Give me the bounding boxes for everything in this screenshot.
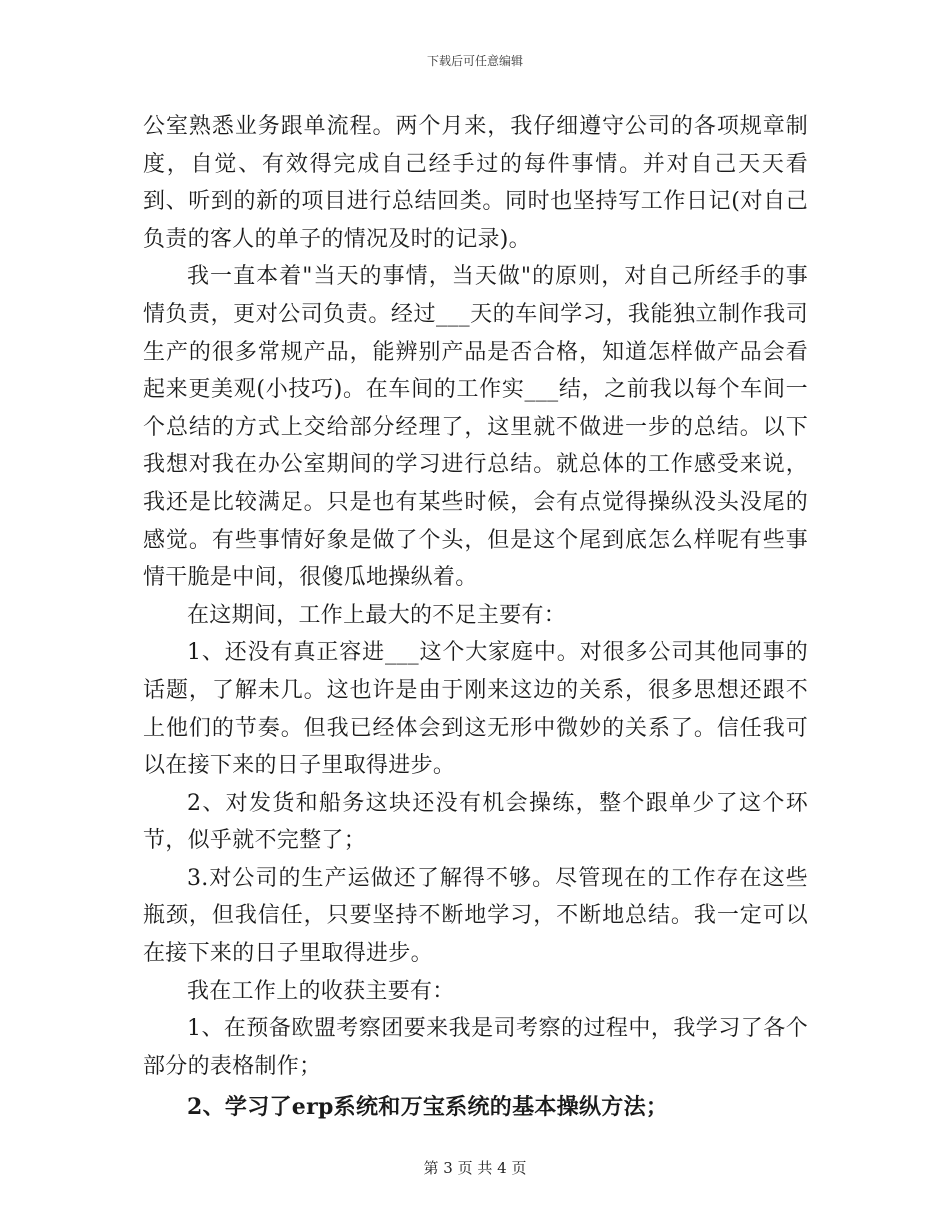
paragraph-gain-1: 1、在预备欧盟考察团要来我是司考察的过程中，我学习了各个部分的表格制作；	[143, 1016, 808, 1079]
page-footer: 第 3 页 共 4 页	[423, 1159, 527, 1177]
paragraph-shortcoming-1: 1、还没有真正容进___这个大家庭中。对很多公司其他同事的话题，了解未几。这也许是由于刚来这边的关系，很多思想还跟不上他们的节奏。但我已经体会到这无形中微妙的关系了。信任我可以在接下来的日子里取得进步。	[143, 640, 808, 779]
paragraph-gain-2: 2、学习了erp系统和万宝系统的基本操纵方法；	[187, 1094, 669, 1121]
paragraph-shortcoming-3: 3.对公司的生产运做还了解得不够。尽管现在的工作存在这些瓶颈，但我信任，只要坚持不断地学习，不断地总结。我一定可以在接下来的日子里取得进步。	[143, 865, 808, 967]
paragraph-shortcoming-2: 2、对发货和船务这块还没有机会操练，整个跟单少了这个环节，似乎就不完整了；	[143, 790, 808, 854]
paragraph-workflow: 公室熟悉业务跟单流程。两个月来，我仔细遵守公司的各项规章制度，自觉、有效得完成自己经手过的每件事情。并对自己天天看到、听到的新的项目进行总结回类。同时也坚持写工作日记(对自己负责的客人的单子的情况及时的记录)。	[143, 114, 808, 252]
paragraph-gains-heading: 我在工作上的收获主要有：	[187, 978, 455, 1004]
document-body	[143, 108, 808, 1127]
paragraph-principle: 我一直本着"当天的事情，当天做"的原则，对自己所经手的事情负责，更对公司负责。经过___天的车间学习，我能独立制作我司生产的很多常规产品，能辨别产品是否合格，知道怎样做产品会看起来更美观(小技巧)。在车间的工作实___结，之前我以每个车间一个总结的方式上交给部分经理了，这里就不做进一步的总结。以下我想对我在办公室期间的学习进行总结。就总体的工作感受来说，我还是比较满足。只是也有某些时候，会有点觉得操纵没头没尾的感觉。有些事情好象是做了个头，但是这个尾到底怎么样呢有些事情干脆是中间，很傻瓜地操纵着。	[143, 264, 808, 591]
paragraph-shortcomings-heading: 在这期间，工作上最大的不足主要有：	[187, 602, 567, 628]
page-header: 下载后可任意编辑	[426, 54, 523, 68]
